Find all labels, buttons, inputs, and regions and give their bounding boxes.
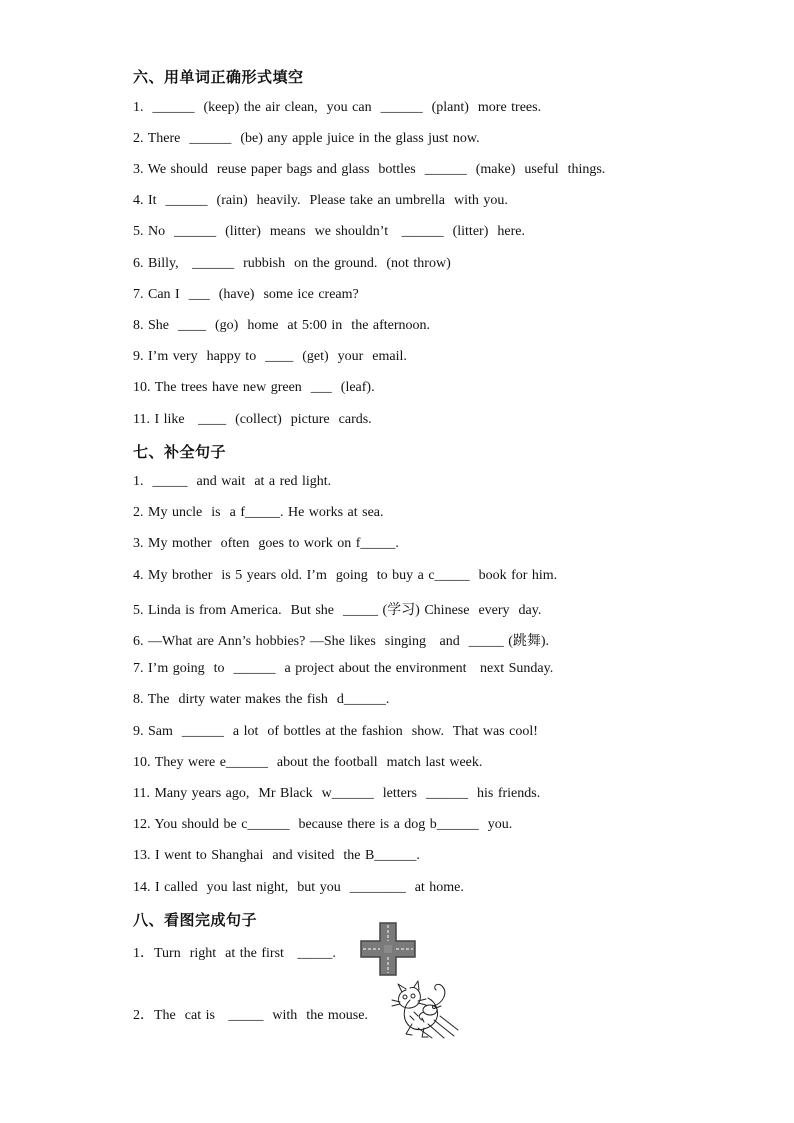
s6-item-1: 1. ______ (keep) the air clean, you can ______ (plant) more trees. xyxy=(133,100,542,115)
s7-item-6: 6. —What are Ann’s hobbies? —She likes singing and _____ (跳舞). xyxy=(133,634,550,649)
s6-item-10: 10. The trees have new green ___ (leaf). xyxy=(133,380,375,395)
s6-item-6: 6. Billy, ______ rubbish on the ground. (not throw) xyxy=(133,256,451,271)
s6-item-7: 7. Can I ___ (have) some ice cream? xyxy=(133,287,359,302)
s8-item-1: 1．Turn right at the first _____. xyxy=(133,946,336,961)
s8-item-2: 2．The cat is _____ with the mouse. xyxy=(133,1008,368,1023)
s6-item-9: 9. I’m very happy to ____ (get) your email. xyxy=(133,349,407,364)
section-8-heading: 八、看图完成句子 xyxy=(133,911,258,929)
section-7-heading: 七、补全句子 xyxy=(133,443,227,461)
s6-item-8: 8. She ____ (go) home at 5:00 in the afternoon. xyxy=(133,318,431,333)
s6-item-11: 11. I like ____ (collect) picture cards. xyxy=(133,412,372,427)
s6-item-5: 5. No ______ (litter) means we shouldn’t ______ (litter) here. xyxy=(133,224,525,239)
s7-item-11: 11. Many years ago, Mr Black w______ letters ______ his friends. xyxy=(133,786,541,801)
s7-item-5: 5. Linda is from America. But she _____ (学习) Chinese every day. xyxy=(133,603,542,618)
s7-item-12: 12. You should be c______ because there is a dog b______ you. xyxy=(133,817,513,832)
crossroads-icon xyxy=(360,922,416,976)
cat-mouse-icon xyxy=(388,980,460,1040)
s6-item-4: 4. It ______ (rain) heavily. Please take an umbrella with you. xyxy=(133,193,508,208)
section-6-heading: 六、用单词正确形式填空 xyxy=(133,68,304,86)
s7-item-14: 14. I called you last night, but you ________ at home. xyxy=(133,880,464,895)
s6-item-2: 2. There ______ (be) any apple juice in the glass just now. xyxy=(133,131,480,146)
s7-item-9: 9. Sam ______ a lot of bottles at the fashion show. That was cool! xyxy=(133,724,538,739)
s7-item-1: 1. _____ and wait at a red light. xyxy=(133,474,332,489)
s7-item-10: 10. They were e______ about the football match last week. xyxy=(133,755,483,770)
s7-item-4: 4. My brother is 5 years old. I’m going to buy a c_____ book for him. xyxy=(133,568,558,583)
s7-item-13: 13. I went to Shanghai and visited the B______. xyxy=(133,848,420,863)
s7-item-7: 7. I’m going to ______ a project about the environment next Sunday. xyxy=(133,661,554,676)
s7-item-2: 2. My uncle is a f_____. He works at sea. xyxy=(133,505,384,520)
s7-item-8: 8. The dirty water makes the fish d______. xyxy=(133,692,390,707)
s6-item-3: 3. We should reuse paper bags and glass bottles ______ (make) useful things. xyxy=(133,162,606,177)
s7-item-3: 3. My mother often goes to work on f_____. xyxy=(133,536,399,551)
